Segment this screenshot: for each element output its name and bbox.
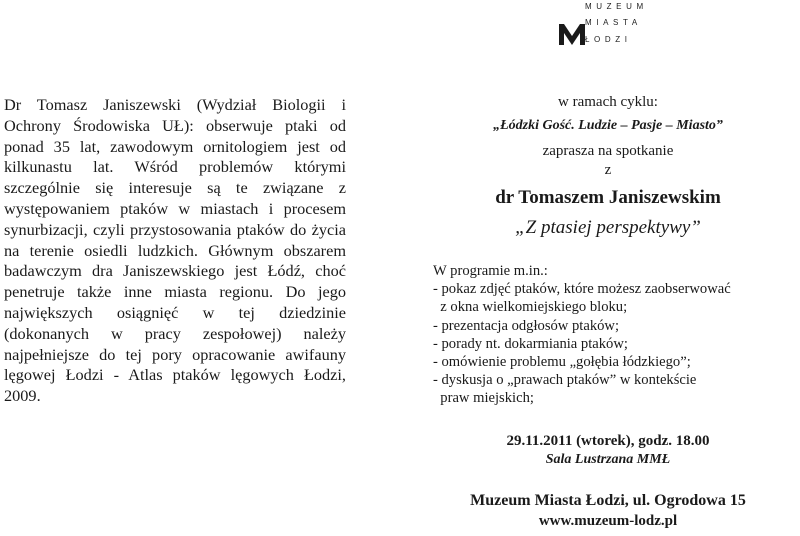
program-item: - dyskusja o „prawach ptaków” w kontekście — [433, 372, 697, 389]
program-item: - porady nt. dokarmiania ptaków; — [433, 335, 628, 352]
invitation-block — [430, 92, 786, 240]
invite-text: zaprasza na spotkanie — [542, 143, 674, 159]
speaker-bio: Dr Tomasz Janiszewski (Wydział Biologii i Ochrony Środowiska UŁ): obserwuje ptaki od ponad 35 lat, zawodowym ornitologiem jest od kilkunastu lat. Wśród problemów którymi szczególnie się interesuje są te związane z występowaniem ptaków w miastach i procesem synurbizacji, czyli przystosowania ptaków do życia na terenie osiedli ludzkich. Głównym obszarem badawczym dra Janiszewskiego jest Łódź, choć penetruje także inne miasta regionu. Do jego największych osiągnięć w tej dziedzinie (dokonanych w pracy zespołowej) należy najpełniejsze do tej pory opracowanie awifauny lęgowej Łodzi - Atlas ptaków lęgowych Łodzi, 2009. — [4, 95, 346, 406]
speaker-name: dr Tomaszem Janiszewskim — [495, 187, 721, 208]
program-item: - pokaz zdjęć ptaków, które możesz zaobserwować — [433, 281, 731, 298]
event-datetime: 29.11.2011 (wtorek), godz. 18.00 — [506, 433, 710, 449]
talk-title: „Z ptasiej perspektywy” — [515, 217, 701, 238]
event-website: www.muzeum-lodz.pl — [538, 513, 678, 529]
event-room: Sala Lustrzana MMŁ — [545, 452, 671, 467]
logo-text-line-2: MIASTA — [585, 18, 642, 27]
cycle-name: „Łódzki Gość. Ludzie – Pasje – Miasto” — [493, 118, 723, 133]
program-item: - prezentacja odgłosów ptaków; — [433, 317, 620, 334]
logo-text-line-1: MUZEUM — [585, 2, 648, 11]
program-list — [433, 262, 793, 408]
cycle-intro: w ramach cyklu: — [558, 94, 658, 110]
program-item: praw miejskich; — [433, 390, 534, 407]
event-venue: Muzeum Miasta Łodzi, ul. Ogrodowa 15 — [470, 492, 746, 509]
program-heading: W programie m.in.: — [433, 263, 548, 279]
museum-logo-mark — [559, 22, 585, 46]
program-item: z okna wielkomiejskiego bloku; — [433, 299, 628, 316]
logo-text-line-3: ŁODZI — [585, 35, 632, 44]
program-item: - omówienie problemu „gołębia łódzkiego”; — [433, 354, 691, 371]
museum-logo — [557, 0, 667, 50]
event-details — [430, 432, 786, 531]
invite-with: z — [604, 162, 612, 178]
